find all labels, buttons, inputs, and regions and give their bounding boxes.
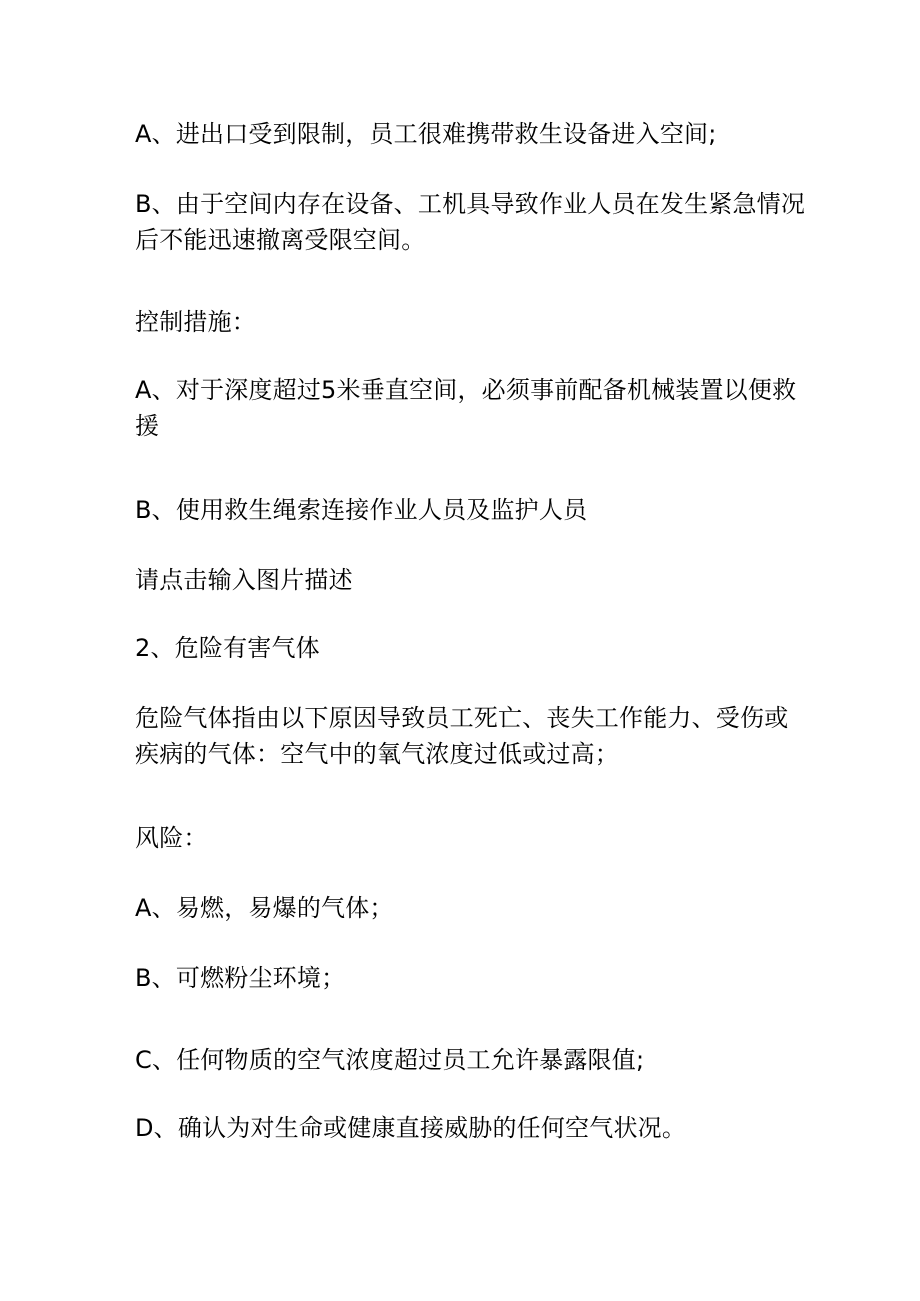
paragraph-risk-a-flammable (135, 890, 785, 926)
paragraph-risk-b-evacuation (135, 186, 806, 258)
text-line: 援 (135, 412, 160, 440)
text-line: A、对于深度超过5米垂直空间，必须事前配备机械装置以便救 (135, 376, 797, 404)
text-line: A、进出口受到限制，员工很难携带救生设备进入空间; (135, 120, 717, 148)
paragraph-control-measures-heading (135, 304, 785, 340)
paragraph-risk-b-dust (135, 960, 785, 996)
text-line: 控制措施： (135, 308, 256, 336)
paragraph-control-b-rope (135, 492, 785, 528)
paragraph-risk-a-access (135, 116, 785, 152)
text-line: C、任何物质的空气浓度超过员工允许暴露限值; (135, 1046, 645, 1074)
text-line: B、可燃粉尘环境； (135, 964, 346, 992)
text-line: A、易燃，易爆的气体； (135, 894, 394, 922)
image-caption-placeholder[interactable] (135, 562, 785, 598)
text-line: 2、危险有害气体 (135, 634, 320, 662)
text-line: B、由于空间内存在设备、工机具导致作业人员在发生紧急情况 (135, 190, 806, 218)
paragraph-gas-definition (135, 700, 789, 772)
text-line: 后不能迅速撤离受限空间。 (135, 226, 426, 254)
text-line: 风险： (135, 824, 208, 852)
text-line: 疾病的气体：空气中的氧气浓度过低或过高； (135, 740, 619, 768)
paragraph-risk-d-health (135, 1110, 785, 1146)
text-line: D、确认为对生命或健康直接威胁的任何空气状况。 (135, 1114, 687, 1142)
paragraph-risk-c-exposure (135, 1042, 785, 1078)
text-line: 危险气体指由以下原因导致员工死亡、丧失工作能力、受伤或 (135, 704, 789, 732)
paragraph-risk-heading (135, 820, 785, 856)
text-line: 请点击输入图片描述 (135, 566, 353, 594)
paragraph-control-a-mechanical (135, 372, 797, 444)
section-heading-hazardous-gas (135, 630, 785, 666)
text-line: B、使用救生绳索连接作业人员及监护人员 (135, 496, 588, 524)
